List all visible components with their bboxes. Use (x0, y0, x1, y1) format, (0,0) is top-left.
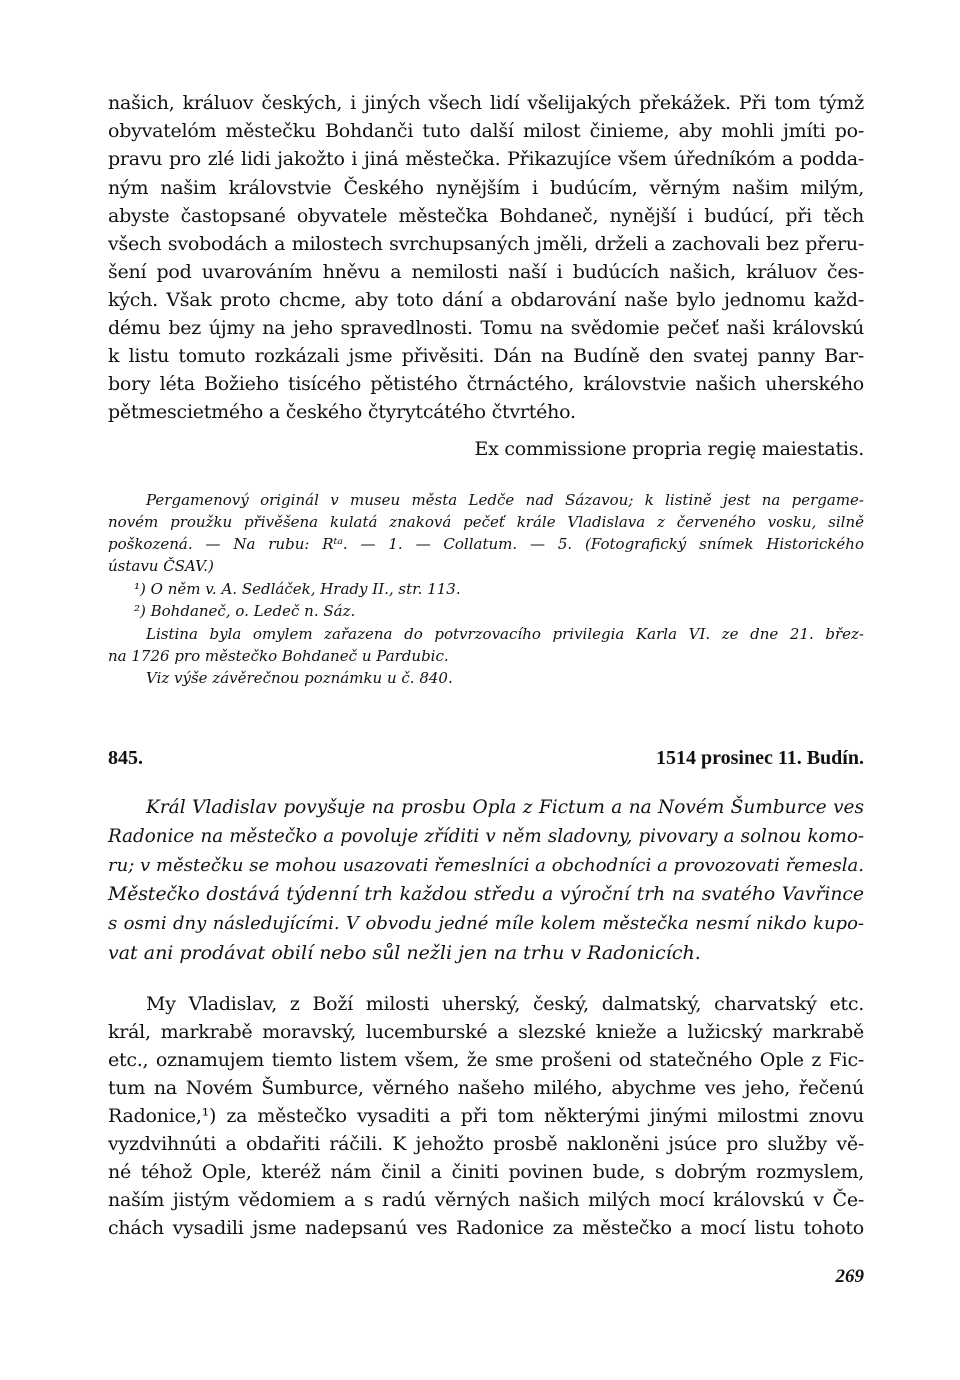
summary-line: s osmi dny následujícími. V obvodu jedné míle kolem městečka nesmí nikdo kupo- (108, 913, 864, 934)
text-line: etc., oznamujem tiemto listem všem, že sme prošeni od statečného Ople z Fic- (108, 1049, 864, 1071)
text-line: k listu tomuto rozkázali jsme přivěsiti. Dán na Budíně den svatej panny Bar- (108, 345, 864, 367)
note-line: na 1726 pro městečko Bohdaneč u Pardubic. (108, 647, 449, 665)
text-line: pětmescietmého a českého čtyrytcátého čtvrtého. (108, 401, 576, 423)
text-line: dému bez újmy na jeho spravedlnosti. Tomu na svědomie pečeť naši královskú (108, 317, 864, 339)
note-line: ústavu ČSAV.) (108, 557, 214, 575)
text-line: vyzdvihnúti a obdařiti ráčili. K jehožto prosbě nakloněni jsúce pro služby vě- (108, 1133, 864, 1155)
note-line: novém proužku přivěšena kulatá znaková pečeť krále Vladislava z červeného vosku, silně (108, 513, 864, 531)
text-line: naším jistým vědomiem a s radú věrných našich milých mocí královskú v Če- (108, 1189, 864, 1211)
text-line: My Vladislav, z Boží milosti uherský, český, dalmatský, charvatský etc. (146, 993, 864, 1015)
summary-line: Městečko dostává týdenní trh každou středu a výroční trh na svatého Vavřince (108, 884, 864, 905)
text-line: ným našim královstvie Českého nynějším i budúcím, věrným našim milým, (108, 177, 864, 199)
text-line: pravu pro zlé lidi jakožto i jiná městečka. Přikazujíce všem úředníkóm a podda- (108, 148, 864, 170)
entry-number: 845. (108, 747, 143, 769)
text-line: né téhož Ople, kteréž nám činil a činiti povinen bude, s dobrým rozmyslem, (108, 1161, 864, 1183)
text-line: šení pod uvarováním hněvu a nemilosti naší i budúcích našich, králuov čes- (108, 261, 864, 283)
footnote-1: ¹) O něm v. A. Sedláček, Hrady II., str. 113. (134, 580, 461, 598)
summary-line: vat ani prodávat obilí nebo sůl nežli jen na trhu v Radonicích. (108, 942, 701, 964)
summary-line: Král Vladislav povyšuje na prosbu Opla z Fictum a na Novém Šumburce ves (146, 797, 864, 818)
text-line: tum na Novém Šumburce, věrného našeho milého, abychme ves jeho, řečenú (108, 1077, 864, 1099)
note-line: Listina byla omylem zařazena do potvrzovacího privilegia Karla VI. ze dne 21. břez- (146, 625, 864, 643)
text-line: chách vysadili jsme nadepsanú ves Radonice za městečko a mocí listu tohoto (108, 1217, 864, 1239)
note-line: Viz výše závěrečnou poznámku u č. 840. (146, 669, 453, 687)
text-line: všech svobodách a milostech svrchupsaných jměli, drželi a zachovali bez přeru- (108, 233, 864, 255)
summary-line: ru; v městečku se mohou usazovati řemeslníci a obchodníci a provozovati řemesla. (108, 855, 864, 876)
text-line: král, markrabě moravský, lucemburské a slezské knieže a lužicský markrabě (108, 1021, 864, 1043)
note-line: Pergamenový originál v museu města Ledče nad Sázavou; k listině jest na pergame- (146, 491, 864, 509)
text-line: bory léta Božieho tisícého pětistého čtrnáctého, královstvie našich uherského (108, 373, 864, 395)
commission-line: Ex commissione propria regię maiestatis. (474, 438, 864, 460)
text-line: našich, králuov českých, i jiných všech lidí všelijakých překážek. Při tom týmž (108, 92, 864, 114)
note-line: poškozená. — Na rubu: Rᵗᵃ. — 1. — Collatum. — 5. (Fotografický snímek Historického (108, 535, 864, 553)
text-line: Radonice,¹) za městečko vysaditi a při tom některými jinými milostmi znovu (108, 1105, 864, 1127)
footnote-2: ²) Bohdaneč, o. Ledeč n. Sáz. (134, 602, 356, 620)
text-line: abyste častopsané obyvatele městečka Bohdaneč, nynější i budúcí, při těch (108, 205, 864, 227)
entry-date-place: 1514 prosinec 11. Budín. (655, 747, 864, 769)
summary-line: Radonice na městečko a povoluje zříditi v něm sladovny, pivovary a solnou komo- (108, 826, 864, 847)
page-number: 269 (835, 1266, 864, 1287)
text-line: kých. Však proto chcme, aby toto dání a obdarování naše bylo jednomu každ- (108, 289, 864, 311)
text-line: obyvatelóm městečku Bohdanči tuto další milost činieme, aby mohli jmíti po- (108, 120, 864, 142)
